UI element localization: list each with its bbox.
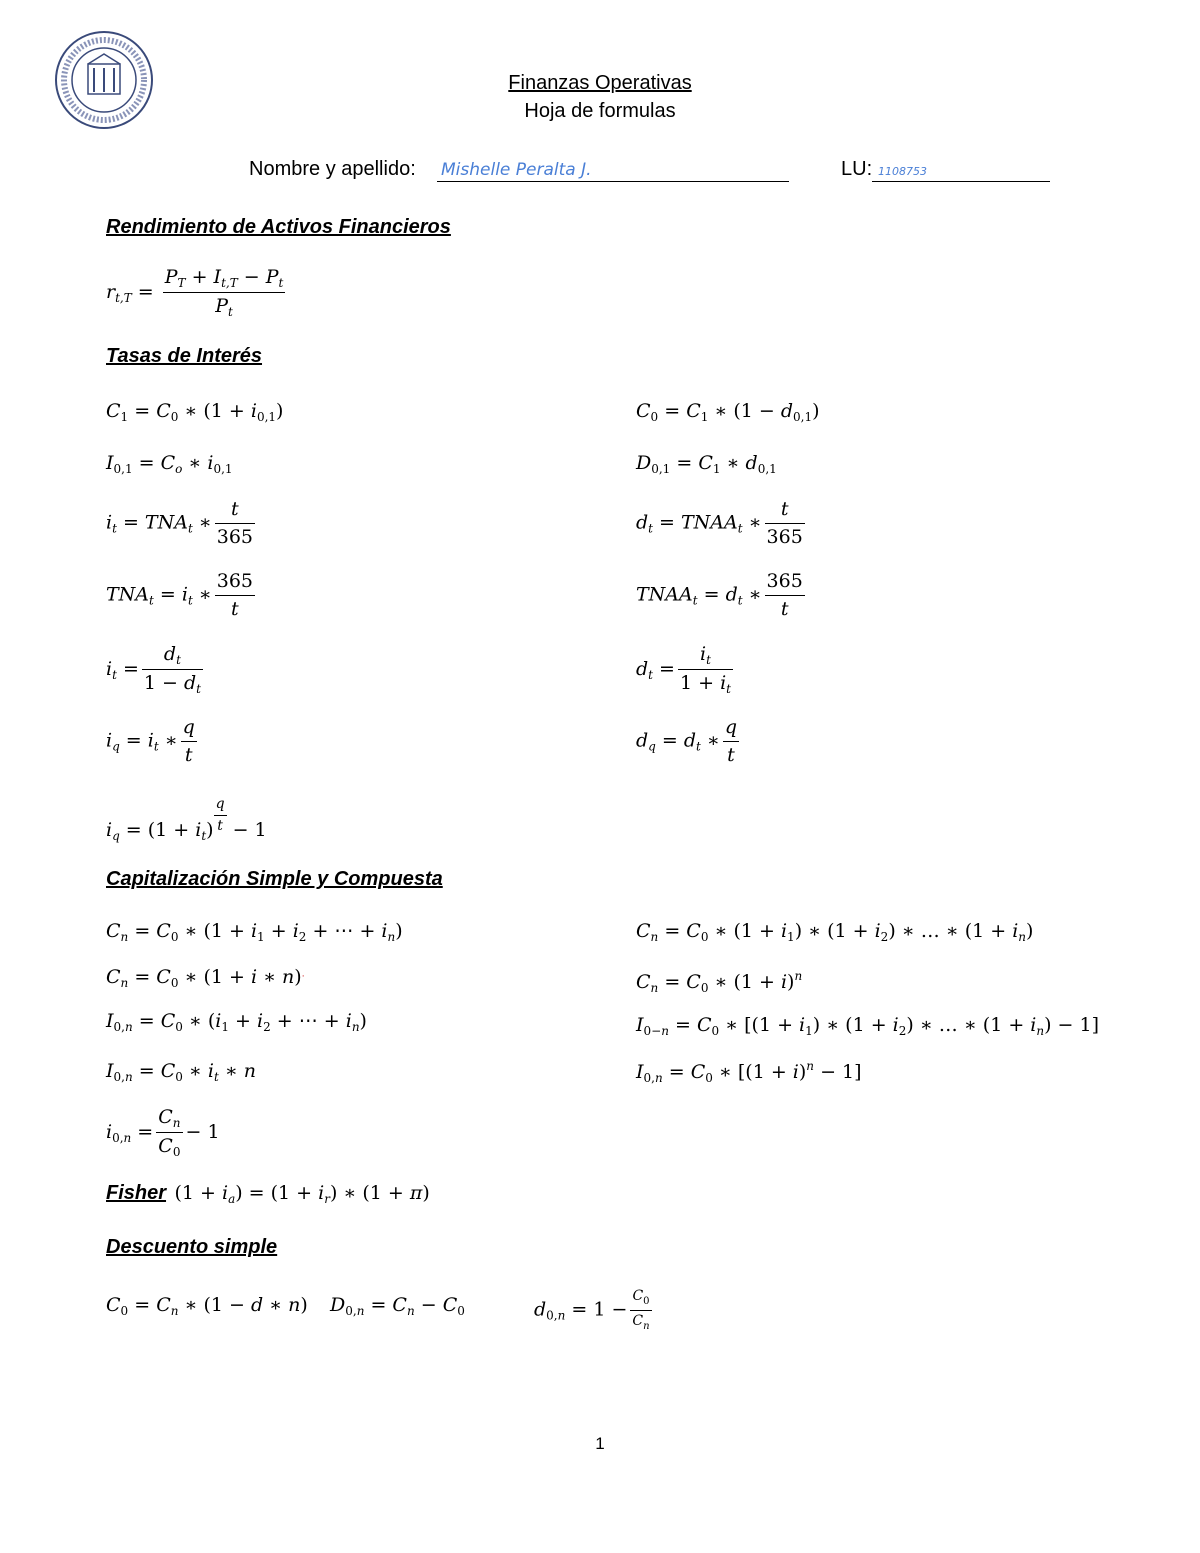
name-label: Nombre y apellido: [249, 158, 416, 180]
formula-interes-compuesto-variable: $I_{0-n} = C_0$ ∗ [$(1 + i_1)$ ∗ $(1 + i_2)$ ∗ … ∗ $(1 + i_n) - 1$] [636, 1014, 1100, 1038]
formula-rendimiento: $r_{t,T}$ = $\frac{P_T + I_{t,T} - P_t}{P_t}$ [106, 266, 284, 320]
formula-cn-simple-variable: $C_n = C_0$ ∗ ($1 + i_1 + i_2$ + ⋯ + $i_n$) [106, 920, 403, 944]
formula-fisher: $(1 + i_a) = (1 + i_r)$ ∗ (1 + π) [174, 1182, 430, 1206]
formula-interes-simple: $I_{0,n} = C_0$ ∗ $i_t$ ∗ n [106, 1060, 257, 1084]
formula-tasa-periodo: $i_{0,n}$ = $\frac{C_n}{C_0}$ − 1 [106, 1106, 220, 1160]
page-number: 1 [595, 1434, 605, 1453]
section-rendimiento: Rendimiento de Activos Financieros [106, 216, 451, 238]
formula-tasa-efectiva-tna: $i_t = TNA_t$ ∗ $\frac{t}{365}$ [106, 498, 253, 548]
formula-dq-proporcional: $d_q = d_t$ ∗ $\frac{q}{t}$ [636, 716, 737, 766]
name-underline [437, 181, 789, 182]
formula-iq-proporcional: $i_q = i_t$ ∗ $\frac{q}{t}$ [106, 716, 195, 766]
name-value: Mishelle Peralta J. [441, 160, 592, 180]
formula-iq-equivalente: $i_q = (1 + i_t)$ $\frac{q}{t}$ − 1 [106, 796, 267, 843]
formula-c0-descuento: $C_0 = C_n$ ∗ (1 − d ∗ n) [106, 1294, 308, 1318]
section-descuento: Descuento simple [106, 1236, 278, 1258]
document-subtitle: Hoja de formulas [524, 100, 676, 122]
formula-d-desde-i: $d_t$ = $\frac{i_t}{1 + i_t}$ [636, 643, 731, 697]
fisher-row [106, 1182, 430, 1205]
formula-i-desde-d: $i_t$ = $\frac{d_t}{1 - d_t}$ [106, 643, 201, 697]
formula-tna: $TNA_t = i_t$ ∗ $\frac{365}{t}$ [106, 570, 253, 620]
formula-tnaa: $TNAA_t = d_t$ ∗ $\frac{365}{t}$ [636, 570, 803, 620]
formula-descuento: $D_{0,1} = C_1$ ∗ $d_{0,1}$ [636, 452, 777, 476]
section-fisher: Fisher [106, 1182, 167, 1204]
lu-label: LU: [841, 158, 873, 180]
formula-interes-compuesto: $I_{0,n} = C_0$ ∗ $[(1 + i)^n - 1]$ [636, 1059, 862, 1085]
formula-capital-final: $C_1 = C_0$ ∗ $(1 + i_{0,1})$ [106, 400, 284, 424]
document-title: Finanzas Operativas [508, 72, 692, 94]
formula-interes: $I_{0,1} = C_o$ ∗ $i_{0,1}$ [106, 452, 233, 476]
formula-cn-compuesta: $C_n = C_0$ ∗ $(1 + i)^n$ [636, 969, 803, 995]
formula-capital-inicial-descuento: $C_0 = C_1$ ∗ $(1 - d_{0,1})$ [636, 400, 820, 424]
formula-cn-simple: $C_n = C_0$ ∗ (1 + i ∗ n)· [106, 966, 305, 990]
formula-interes-simple-variable: $I_{0,n} = C_0$ ∗ ($i_1 + i_2$ + ⋯ + $i_n$) [106, 1010, 367, 1034]
section-tasas: Tasas de Interés [106, 345, 263, 367]
lu-value: 1108753 [878, 165, 927, 178]
section-capitalizacion: Capitalización Simple y Compuesta [106, 868, 443, 890]
lu-underline [872, 181, 1050, 182]
formula-tasa-descuento-tnaa: $d_t$ = $TNAA_t$ ∗ $\frac{t}{365}$ [636, 498, 803, 548]
formula-cn-compuesta-variable: $C_n = C_0$ ∗ $(1 + i_1)$ ∗ $(1 + i_2)$ ∗ … ∗ $(1 + i_n)$ [636, 920, 1034, 944]
formula-tasa-descuento: $d_{0,n} = 1$ − $\frac{C_0}{C_n}$ [534, 1288, 650, 1332]
formula-descuento-monto: $D_{0,n} = C_n - C_0$ [330, 1294, 465, 1318]
